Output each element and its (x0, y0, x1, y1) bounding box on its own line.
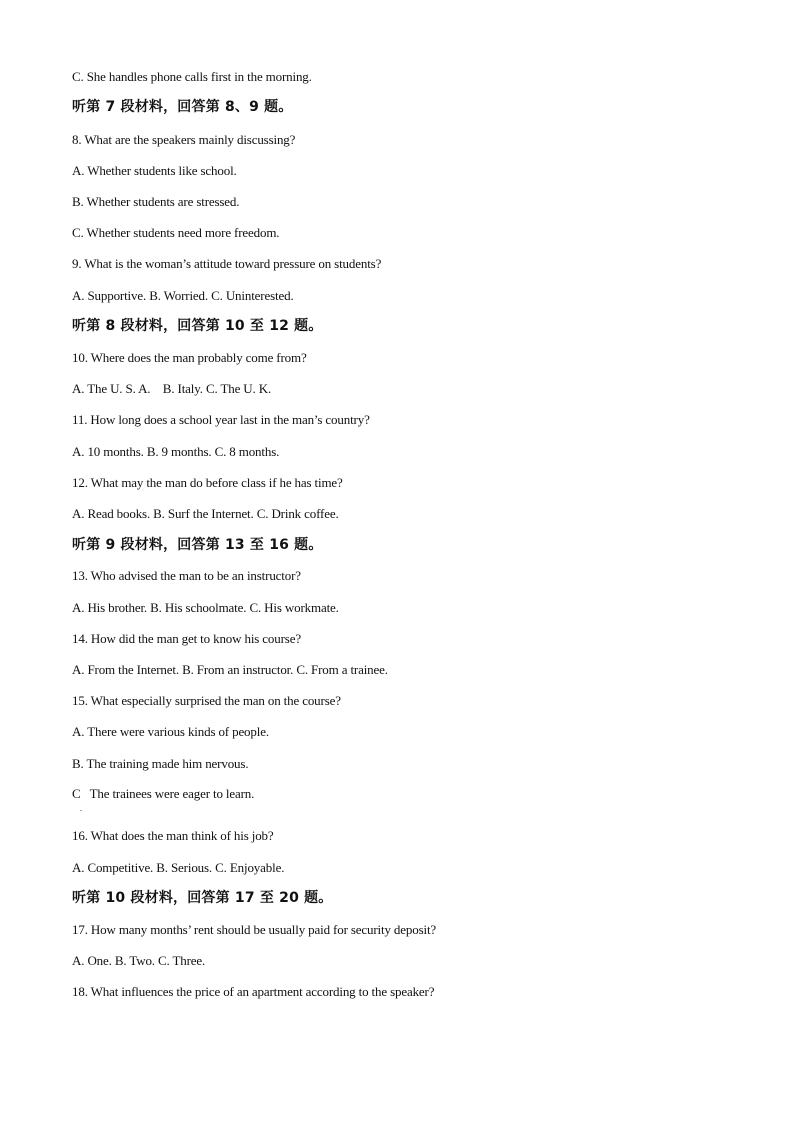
section-heading: 听第 10 段材料，回答第 17 至 20 题。 (72, 890, 333, 906)
option-line: A. Competitive. B. Serious. C. Enjoyable. (72, 860, 285, 875)
question-line: 8. What are the speakers mainly discussing? (72, 132, 296, 147)
question-line: 14. How did the man get to know his course? (72, 631, 301, 646)
question-line: 15. What especially surprised the man on the course? (72, 693, 341, 708)
option-line: A. The U. S. A. B. Italy. C. The U. K. (72, 381, 272, 396)
option-line: A. Whether students like school. (72, 163, 237, 178)
question-line: 10. Where does the man probably come from? (72, 350, 307, 365)
option-line: B. Whether students are stressed. (72, 194, 240, 209)
option-line: C The trainees were eager to learn. (72, 786, 255, 801)
option-line: A. One. B. Two. C. Three. (72, 953, 206, 968)
question-line: 16. What does the man think of his job? (72, 828, 274, 843)
section-heading: 听第 9 段材料，回答第 13 至 16 题。 (72, 537, 323, 553)
question-line: 13. Who advised the man to be an instructor? (72, 568, 301, 583)
option-line: B. The training made him nervous. (72, 756, 249, 771)
option-line: A. Supportive. B. Worried. C. Uninterested. (72, 288, 294, 303)
option-line: A. Read books. B. Surf the Internet. C. Drink coffee. (72, 506, 339, 521)
option-line: C. Whether students need more freedom. (72, 225, 280, 240)
question-line: 11. How long does a school year last in the man’s country? (72, 412, 370, 427)
option-line: A. From the Internet. B. From an instructor. C. From a trainee. (72, 662, 388, 677)
option-line: C. She handles phone calls first in the morning. (72, 69, 312, 84)
question-line: 18. What influences the price of an apartment according to the speaker? (72, 984, 435, 999)
option-line: A. His brother. B. His schoolmate. C. His workmate. (72, 600, 339, 615)
question-line: 17. How many months’ rent should be usually paid for security deposit? (72, 922, 437, 937)
stray-mark: . (80, 804, 82, 813)
section-heading: 听第 8 段材料，回答第 10 至 12 题。 (72, 318, 323, 334)
option-line: A. 10 months. B. 9 months. C. 8 months. (72, 444, 280, 459)
option-line: A. There were various kinds of people. (72, 724, 269, 739)
question-line: 12. What may the man do before class if he has time? (72, 475, 343, 490)
section-heading: 听第 7 段材料，回答第 8、9 题。 (72, 99, 293, 115)
question-line: 9. What is the woman’s attitude toward pressure on students? (72, 256, 382, 271)
